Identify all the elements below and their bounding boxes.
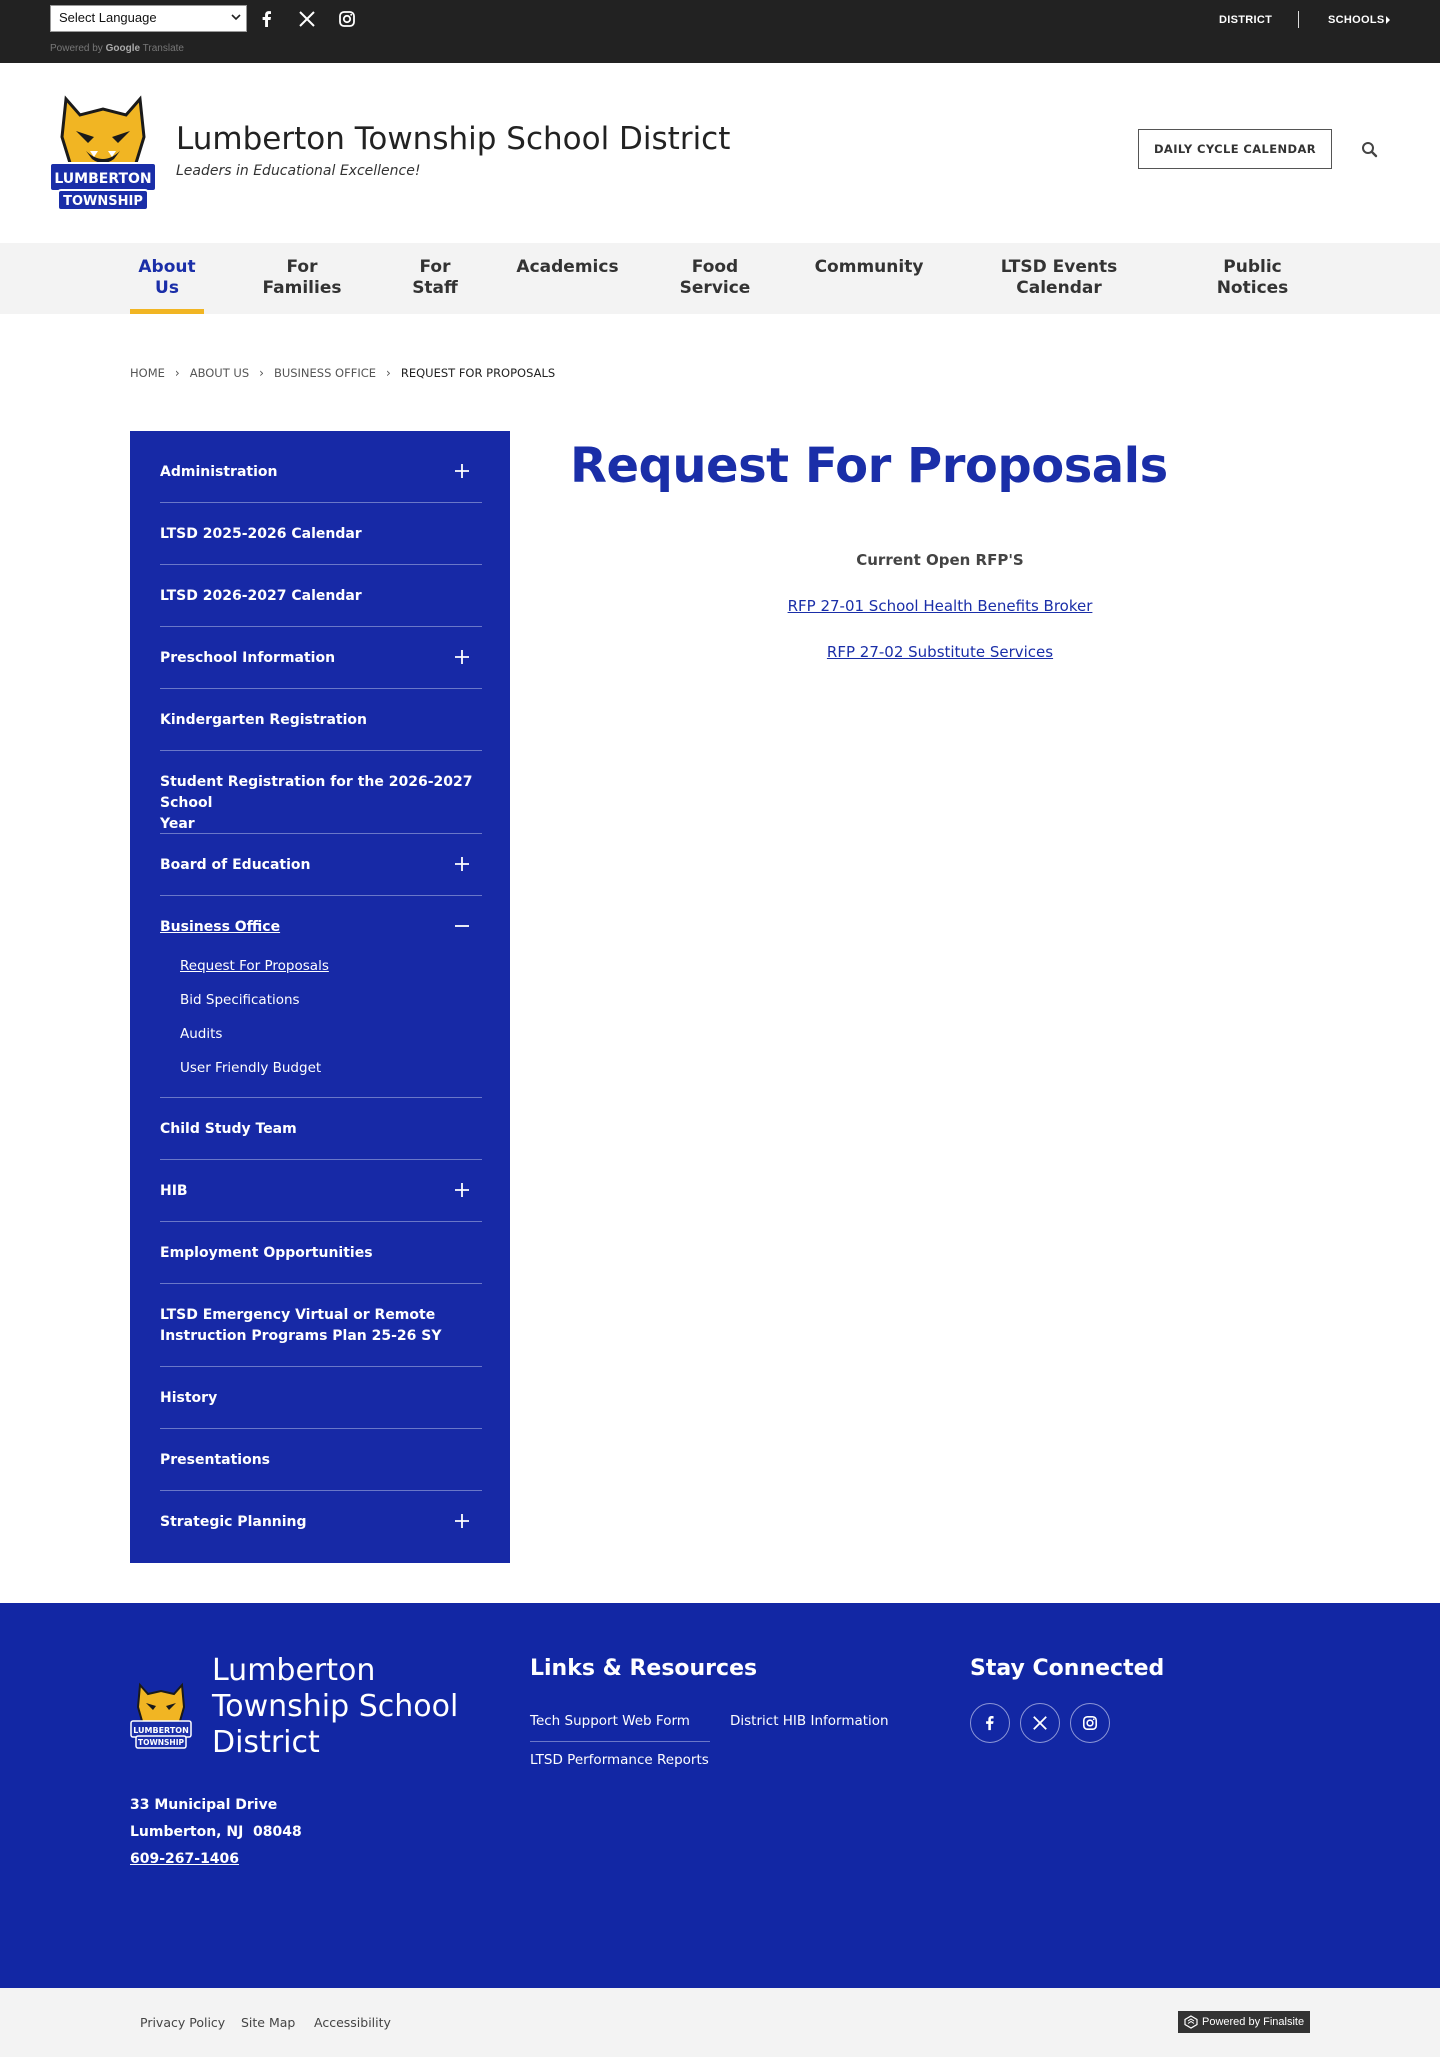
utility-bar [0, 0, 1440, 63]
instagram-icon[interactable] [338, 10, 356, 28]
nav-for-families[interactable]: For Families [262, 257, 342, 298]
footer-link-performance-reports[interactable]: LTSD Performance Reports [530, 1752, 709, 1768]
sidebar-item-hib[interactable] [160, 1160, 482, 1222]
finalsite-icon [1184, 2015, 1198, 2029]
facebook-icon [982, 1715, 998, 1731]
privacy-policy-link[interactable]: Privacy Policy [140, 2015, 226, 2030]
powered-by-text: Powered by [50, 43, 103, 54]
sidebar-item-emergency-virtual[interactable] [160, 1284, 482, 1367]
site-map-link[interactable]: Site Map [241, 2015, 296, 2030]
instagram-icon [1082, 1715, 1098, 1731]
page-title: Request For Proposals [570, 438, 1168, 494]
nav-events-calendar[interactable]: LTSD Events Calendar [1000, 257, 1118, 298]
translate-link[interactable]: Translate [142, 43, 184, 54]
sidebar-item-preschool[interactable] [160, 627, 482, 689]
sidebar-item-calendar-2026-2027[interactable] [160, 565, 482, 627]
district-logo[interactable] [48, 93, 158, 215]
divider [530, 1741, 710, 1742]
svg-text:TOWNSHIP: TOWNSHIP [63, 194, 143, 209]
sidebar-item-label: Student Registration for the 2026-2027 School Year [160, 774, 473, 832]
svg-text:LUMBERTON: LUMBERTON [133, 1726, 189, 1735]
chevron-right-icon: › [386, 365, 391, 380]
minus-icon[interactable] [454, 918, 470, 934]
sidebar-item-kindergarten[interactable] [160, 689, 482, 751]
sidebar-item-label: Employment Opportunities [160, 1245, 373, 1261]
rfp-link[interactable]: RFP 27-01 School Health Benefits Broker [787, 597, 1093, 615]
site-tagline: Leaders in Educational Excellence! [176, 163, 421, 179]
svg-text:LUMBERTON: LUMBERTON [54, 171, 152, 187]
footer-x-button[interactable] [1020, 1703, 1060, 1743]
stay-connected-heading: Stay Connected [970, 1656, 1165, 1681]
sidebar-item-label: LTSD 2026-2027 Calendar [160, 588, 362, 604]
plus-icon[interactable] [454, 1513, 470, 1529]
site-header [0, 63, 1440, 243]
breadcrumb-current: REQUEST FOR PROPOSALS [400, 365, 556, 380]
links-resources-heading: Links & Resources [530, 1656, 758, 1681]
chevron-right-icon: › [259, 365, 264, 380]
sidebar-item-presentations[interactable] [160, 1429, 482, 1491]
chevron-down-icon [231, 12, 241, 22]
content-subheading: Current Open RFP'S [856, 551, 1024, 569]
daily-cycle-calendar-button[interactable]: DAILY CYCLE CALENDAR [1138, 129, 1332, 169]
bottom-bar [0, 1988, 1440, 2057]
finalsite-text: Powered by Finalsite [1202, 2016, 1305, 2028]
sidebar-subitem-audits[interactable]: Audits [180, 1026, 223, 1042]
nav-academics[interactable]: Academics [516, 257, 619, 277]
nav-about-us[interactable]: About Us [138, 257, 196, 298]
caret-right-icon [1385, 16, 1391, 24]
nav-public-notices[interactable]: Public Notices [1216, 257, 1289, 298]
sidebar-item-child-study-team[interactable] [160, 1098, 482, 1160]
plus-icon[interactable] [454, 856, 470, 872]
nav-for-staff[interactable]: For Staff [412, 257, 458, 298]
sidebar-item-label: Presentations [160, 1452, 271, 1468]
active-nav-indicator [130, 309, 204, 314]
svg-text:TOWNSHIP: TOWNSHIP [137, 1738, 185, 1747]
chevron-right-icon: › [174, 365, 180, 380]
sidebar-item-label: Kindergarten Registration [160, 712, 367, 728]
footer-link-hib-information[interactable]: District HIB Information [730, 1713, 889, 1729]
sidebar-item-label: Child Study Team [160, 1121, 297, 1137]
site-footer [0, 1603, 1440, 1988]
sidebar-item-strategic-planning[interactable] [160, 1491, 482, 1553]
sidebar-subitem-user-friendly-budget[interactable]: User Friendly Budget [180, 1060, 322, 1076]
footer-instagram-button[interactable] [1070, 1703, 1110, 1743]
sidebar-item-label: History [160, 1390, 218, 1406]
schools-link[interactable]: SCHOOLS [1328, 14, 1385, 26]
plus-icon[interactable] [454, 463, 470, 479]
sidebar-item-student-registration[interactable] [160, 751, 482, 834]
sidebar-item-board-of-education[interactable] [160, 834, 482, 896]
sidebar-item-label: HIB [160, 1183, 188, 1199]
sidebar-item-label: LTSD Emergency Virtual or Remote Instruction Programs Plan 25-26 SY [160, 1307, 442, 1344]
sidebar-subitem-request-for-proposals[interactable]: Request For Proposals [180, 958, 329, 974]
footer-link-tech-support[interactable]: Tech Support Web Form [530, 1713, 690, 1729]
powered-by-finalsite-badge[interactable] [1178, 2011, 1310, 2033]
sidebar-item-history[interactable] [160, 1367, 482, 1429]
main-navigation [0, 243, 1440, 314]
nav-community[interactable]: Community [814, 257, 924, 277]
section-sidebar [130, 431, 510, 1563]
footer-phone-link[interactable]: 609-267-1406 [130, 1851, 240, 1867]
facebook-icon[interactable] [258, 10, 276, 28]
google-text: Google [105, 43, 141, 54]
breadcrumb-home[interactable]: HOME [130, 365, 165, 380]
sidebar-item-label: Board of Education [160, 857, 311, 873]
language-select-value: Select Language [59, 10, 157, 25]
sidebar-item-administration[interactable] [160, 431, 482, 503]
district-link[interactable]: DISTRICT [1219, 14, 1273, 26]
site-name[interactable]: Lumberton Township School District [176, 121, 731, 157]
footer-address-line1: 33 Municipal Drive [130, 1797, 278, 1813]
breadcrumb-about-us[interactable]: ABOUT US [189, 365, 250, 380]
sidebar-item-label: LTSD 2025-2026 Calendar [160, 526, 362, 542]
x-icon[interactable] [298, 10, 316, 28]
breadcrumb [130, 365, 555, 380]
footer-site-name: Lumberton Township School District [212, 1653, 459, 1760]
rfp-link[interactable]: RFP 27-02 Substitute Services [826, 643, 1054, 661]
translate-credit [50, 43, 184, 54]
sidebar-item-label: Business Office [160, 919, 281, 935]
footer-logo[interactable] [130, 1681, 192, 1753]
breadcrumb-business-office[interactable]: BUSINESS OFFICE [273, 365, 377, 380]
language-select[interactable] [50, 5, 247, 32]
nav-food-service[interactable]: Food Service [679, 257, 751, 298]
plus-icon[interactable] [454, 1182, 470, 1198]
sidebar-item-employment[interactable] [160, 1222, 482, 1284]
sidebar-item-label: Preschool Information [160, 650, 336, 666]
sidebar-item-label: Strategic Planning [160, 1514, 307, 1530]
accessibility-link[interactable]: Accessibility [314, 2015, 391, 2030]
sidebar-subitem-bid-specifications[interactable]: Bid Specifications [180, 992, 300, 1008]
sidebar-item-label: Administration [160, 464, 278, 480]
footer-address-line2: Lumberton, NJ 08048 [130, 1824, 302, 1840]
sidebar-item-calendar-2025-2026[interactable] [160, 503, 482, 565]
footer-facebook-button[interactable] [970, 1703, 1010, 1743]
plus-icon[interactable] [454, 649, 470, 665]
divider [1298, 11, 1299, 28]
search-icon[interactable] [1361, 141, 1378, 158]
x-icon [1032, 1715, 1048, 1731]
